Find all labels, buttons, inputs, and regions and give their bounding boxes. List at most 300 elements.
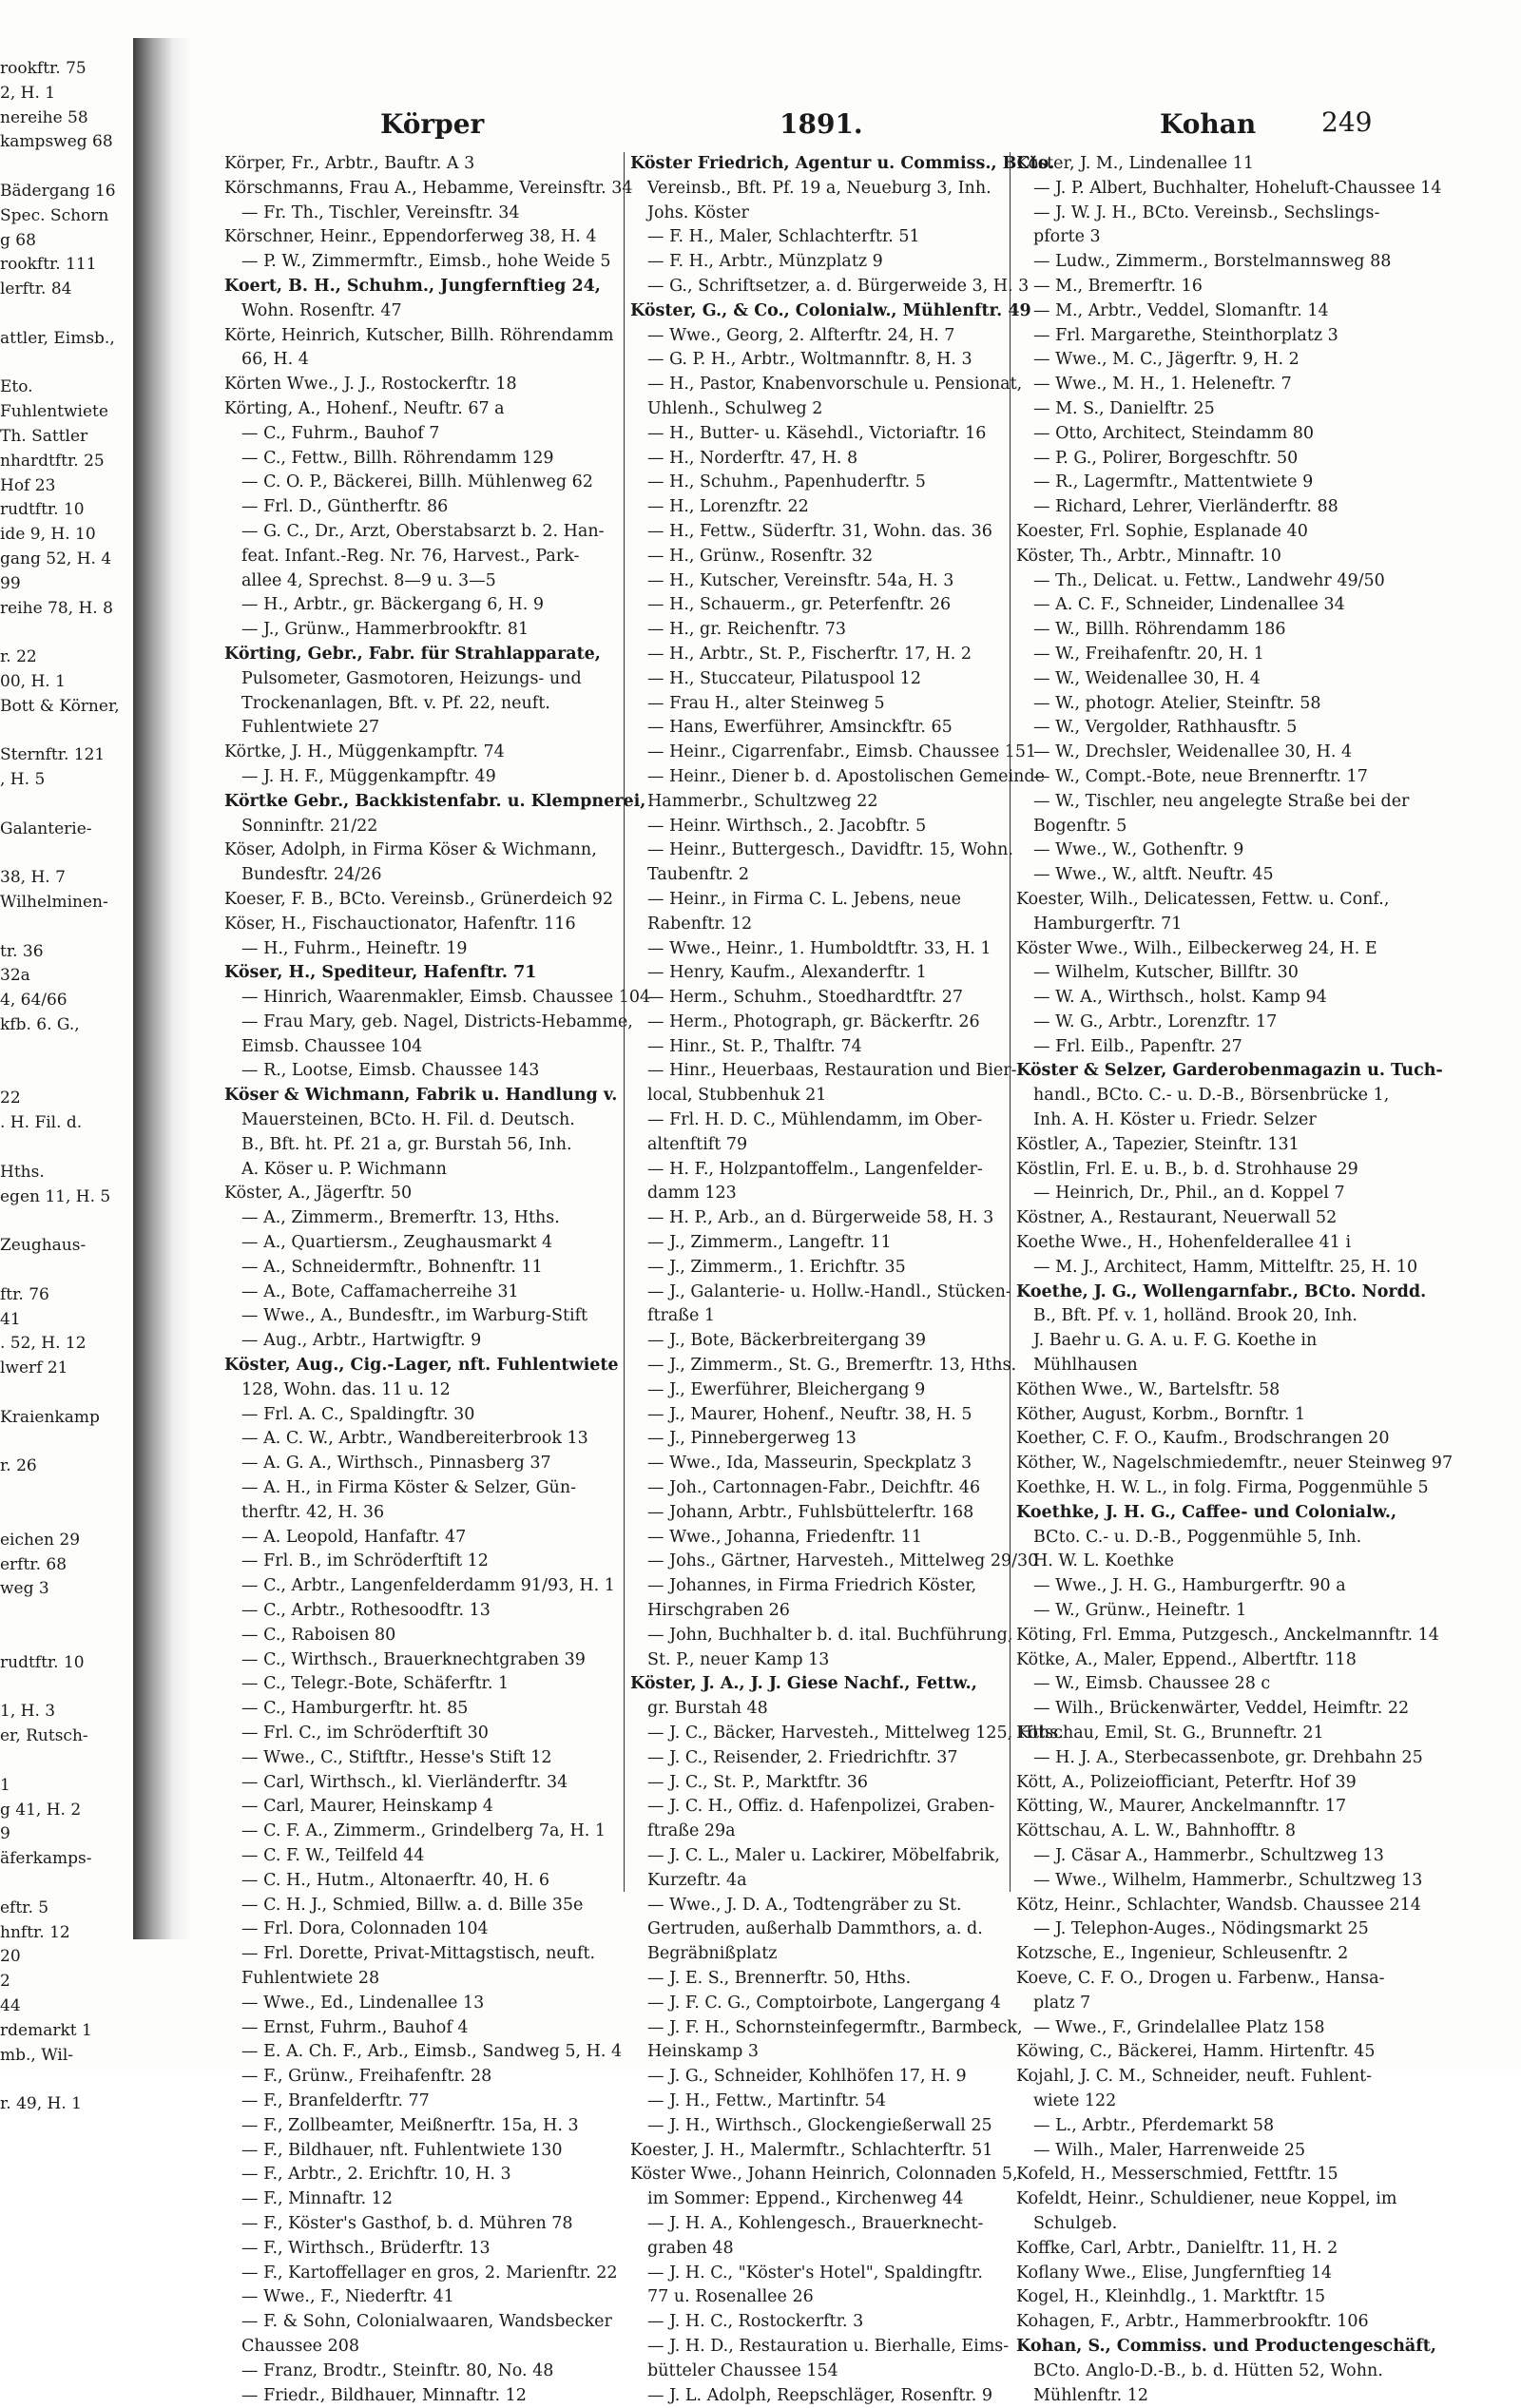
running-head [219,105,1407,146]
directory-entry-line: — F., Zollbeamter, Meißnerftr. 15a, H. 3 [241,2115,579,2135]
directory-entry-line: — Carl, Wirthsch., kl. Vierländerftr. 34 [241,1772,568,1792]
directory-entry-line: — Wwe., Heinr., 1. Humboldtftr. 33, H. 1 [647,938,992,958]
directory-entry-line: — M. J., Architect, Hamm, Mittelftr. 25, H. 10 [1033,1257,1418,1277]
directory-entry-line: Körte, Heinrich, Kutscher, Billh. Röhrendamm [224,325,614,345]
directory-entry-line: Köser, H., Fischauctionator, Hafenftr. 116 [224,914,576,934]
fragment-line: Fuhlentwiete [0,402,108,422]
directory-entry-line: Koethe Wwe., H., Hohenfelderallee 41 i [1016,1233,1352,1253]
directory-entry-line: — Franz, Brodtr., Steinftr. 80, No. 48 [241,2360,554,2380]
directory-entry-line: — C., Fettw., Billh. Röhrendamm 129 [241,448,554,468]
directory-entry-line: — J. H., Wirthsch., Glockengießerwall 25 [647,2115,992,2135]
directory-entry-line: — Friedr., Bildhauer, Minnaftr. 12 [241,2385,527,2405]
directory-entry-line: Kötz, Heinr., Schlachter, Wandsb. Chaussee 214 [1016,1895,1421,1915]
fragment-line [0,621,143,645]
directory-entry-line: — R., Lagermftr., Mattentwiete 9 [1033,472,1314,492]
directory-entry-line: — Heinrich, Dr., Phil., an d. Koppel 7 [1033,1184,1345,1204]
directory-entry-line: Kurzeftr. 4a [647,1870,747,1890]
fragment-line [0,915,143,940]
fragment-line [0,302,143,327]
fragment-line: rudtftr. 10 [0,1652,85,1672]
fragment-line: attler, Eimsb., [0,328,115,348]
directory-entry-line: Vereinsb., Bft. Pf. 19 a, Neueburg 3, Inh. [647,178,992,198]
directory-entry-line: — H., Lorenzftr. 22 [647,497,809,517]
fragment-line: r. 49, H. 1 [0,2094,82,2114]
directory-entry-line: — W., photogr. Atelier, Steinftr. 58 [1033,693,1321,713]
fragment-line [0,1627,143,1651]
directory-entry-line: Koester, Frl. Sophie, Esplanade 40 [1016,521,1308,541]
directory-entry-line: — W., Grünw., Heineftr. 1 [1033,1601,1247,1621]
directory-entry-line: — H., Fettw., Süderftr. 31, Wohn. das. 36 [647,521,992,541]
fragment-line [0,1038,143,1063]
directory-entry-line: — Heinr., Buttergesch., Davidftr. 15, Wohn. [647,840,1013,860]
directory-entry-line: handl., BCto. C.- u. D.-B., Börsenbrücke 1, [1033,1086,1390,1106]
fragment-line [0,842,143,867]
fragment-line: g 41, H. 2 [0,1800,82,1820]
directory-entry-line: feat. Infant.-Reg. Nr. 76, Harvest., Park- [241,546,580,566]
directory-entry-line: — W., Weidenallee 30, H. 4 [1033,668,1261,688]
directory-entry-line: Schulgeb. [1033,2213,1118,2233]
directory-entry-line: — Henry, Kaufm., Alexanderftr. 1 [647,963,927,983]
directory-entry-line: — Hinrich, Waarenmakler, Eimsb. Chaussee 104 [241,988,651,1008]
fragment-line: lwerf 21 [0,1358,68,1378]
directory-entry-line: — Wwe., M. C., Jägerftr. 9, H. 2 [1033,350,1300,370]
fragment-line: egen 11, H. 5 [0,1186,111,1206]
directory-entry-line: — Joh., Cartonnagen-Fabr., Deichftr. 46 [647,1478,981,1498]
fragment-line: 41 [0,1309,21,1329]
directory-entry-line: — H., Fuhrm., Heineftr. 19 [241,938,468,958]
directory-entry-line: — Ludw., Zimmerm., Borstelmannsweg 88 [1033,252,1392,272]
directory-entry-line: Köwing, C., Bäckerei, Hamm. Hirtenftr. 45 [1016,2042,1376,2062]
directory-entry-line: — E. A. Ch. F., Arb., Eimsb., Sandweg 5, H. 4 [241,2042,623,2062]
directory-entry-line: — H., Norderftr. 47, H. 8 [647,448,858,468]
fragment-line: 99 [0,573,21,593]
directory-entry-line: — Hinr., St. P., Thalftr. 74 [647,1036,862,1056]
fragment-line [0,1063,143,1088]
directory-entry-line: Trockenanlagen, Bft. v. Pf. 22, neuft. [241,693,550,713]
directory-entry-line: — C. H., Hutm., Altonaerftr. 40, H. 6 [241,1870,549,1890]
directory-entry-line: B., Bft. ht. Pf. 21 a, gr. Burstah 56, Inh. [241,1134,572,1154]
fragment-line: 9 [0,1824,10,1844]
fragment-line: r. 22 [0,647,37,667]
directory-entry-line: — Wwe., W., altft. Neuftr. 45 [1033,865,1274,885]
directory-entry-line: Köster, Aug., Cig.-Lager, nft. Fuhlentwiete [224,1356,619,1376]
directory-entry-line: Körschmanns, Frau A., Hebamme, Vereinsftr. 34 [224,178,633,198]
directory-entry-line: — Otto, Architect, Steindamm 80 [1033,423,1315,443]
directory-entry-line: — C., Telegr.-Bote, Schäferftr. 1 [241,1674,510,1694]
directory-entry-line: — J. P. Albert, Buchhalter, Hoheluft-Chaussee 14 [1033,178,1442,198]
directory-page [219,105,1454,2405]
directory-entry-line: — C. F. A., Zimmerm., Grindelberg 7a, H. 1 [241,1821,606,1841]
directory-entry-line: graben 48 [647,2238,734,2258]
directory-entry-line: — Wwe., A., Bundesftr., im Warburg-Stift [241,1306,588,1326]
directory-entry-line: — J. Telephon-Auges., Nödingsmarkt 25 [1033,1919,1369,1939]
directory-entry-line: Kohagen, F., Arbtr., Hammerbrookftr. 106 [1016,2312,1369,2332]
directory-entry-line: — A. C. F., Schneider, Lindenallee 34 [1033,595,1345,615]
directory-entry-line: Inh. A. H. Köster u. Friedr. Selzer [1033,1110,1317,1130]
directory-entry-line: — A., Bote, Caffamacherreihe 31 [241,1281,519,1301]
fragment-line [0,793,143,818]
directory-entry-line: Mühlenftr. 12 [1033,2385,1149,2405]
directory-entry-line: — J. H. C., Rostockerftr. 3 [647,2312,864,2332]
directory-entry-line: Körschner, Heinr., Eppendorferweg 38, H. 4 [224,227,597,247]
directory-entry-line: Koeve, C. F. O., Drogen u. Farbenw., Hansa- [1016,1968,1385,1988]
directory-entry-line: — P. G., Polirer, Borgeschftr. 50 [1033,448,1299,468]
directory-entry-line: Köting, Frl. Emma, Putzgesch., Anckelmannftr. 14 [1016,1625,1439,1645]
fragment-line [0,1602,143,1627]
fragment-line: 20 [0,1947,21,1967]
fragment-line: rdemarkt 1 [0,2020,92,2040]
directory-entry-line: — J. G., Schneider, Kohlhöfen 17, H. 9 [647,2067,967,2087]
fragment-line: eftr. 5 [0,1898,49,1917]
directory-entry-line: Köster, Th., Arbtr., Minnaftr. 10 [1016,546,1281,566]
fragment-line: hnftr. 12 [0,1922,70,1942]
directory-entry-line: — H. P., Arb., an d. Bürgerweide 58, H. 3 [647,1208,994,1228]
fragment-line: Spec. Schorn [0,205,109,225]
directory-entry-line: — Ernst, Fuhrm., Bauhof 4 [241,2017,469,2037]
directory-entry-line: — Richard, Lehrer, Vierländerftr. 88 [1033,497,1338,517]
directory-entry-line: — John, Buchhalter b. d. ital. Buchführung, [647,1625,1013,1645]
directory-entry-line: H. W. L. Koethke [1033,1551,1174,1571]
directory-entry-line: — Johs., Gärtner, Harvesteh., Mittelweg 29/30 [647,1551,1039,1571]
directory-entry-line: Köser, Adolph, in Firma Köser & Wichmann, [224,840,597,860]
fragment-line [0,1676,143,1701]
directory-entry-line: Mühlhausen [1033,1356,1138,1376]
directory-entry-line: ftraße 1 [647,1306,716,1326]
directory-entry-line: — L., Arbtr., Pferdemarkt 58 [1033,2115,1275,2135]
fragment-line: 22 [0,1088,21,1108]
fragment-line [0,1136,143,1161]
directory-entry-line: — W., Billh. Röhrendamm 186 [1033,620,1286,640]
directory-entry-line: — F. H., Maler, Schlachterftr. 51 [647,227,920,247]
directory-entry-line: — F. & Sohn, Colonialwaaren, Wandsbecker [241,2312,612,2332]
directory-entry-line: — C., Arbtr., Rothesoodftr. 13 [241,1601,491,1621]
directory-entry-line: — J. H., Fettw., Martinftr. 54 [647,2090,886,2110]
fragment-line: erftr. 68 [0,1554,67,1574]
directory-entry-line: Körting, Gebr., Fabr. für Strahlapparate, [224,644,601,664]
directory-entry-line: — Wilhelm, Kutscher, Billftr. 30 [1033,963,1299,983]
directory-entry-line: Köstler, A., Tapezier, Steinftr. 131 [1016,1134,1300,1154]
directory-entry-line: — Wilh., Brückenwärter, Veddel, Heimftr. 22 [1033,1699,1410,1719]
fragment-line: Zeughaus- [0,1236,87,1256]
directory-entry-line: ftraße 29a [647,1821,736,1841]
fragment-line: g 68 [0,230,36,250]
directory-entry-line: Kötting, W., Maurer, Anckelmannftr. 17 [1016,1797,1347,1817]
directory-entry-line: — J. F. H., Schornsteinfegermftr., Barmbeck, [647,2017,1023,2037]
directory-entry-line: Kötschau, Emil, St. G., Brunneftr. 21 [1016,1724,1324,1743]
directory-entry-line: — C. O. P., Bäckerei, Billh. Mühlenweg 62 [241,472,593,492]
directory-entry-line: J. Baehr u. G. A. u. F. G. Koethe in [1033,1331,1318,1351]
directory-entry-line: Gertruden, außerhalb Dammthors, a. d. [647,1919,983,1939]
directory-entry-line: — J. C., Bäcker, Harvesteh., Mittelweg 125, Hths. [647,1724,1064,1743]
directory-entry-line: — H., Butter- u. Käsehdl., Victoriaftr. 16 [647,423,987,443]
directory-entry-line: — Aug., Arbtr., Hartwigftr. 9 [241,1331,482,1351]
directory-entry-line: — F., Köster's Gasthof, b. d. Mühren 78 [241,2213,573,2233]
directory-entry-line: Kohan, S., Commiss. und Productengeschäft, [1016,2336,1436,2356]
directory-entry-line: — A., Zimmerm., Bremerftr. 13, Hths. [241,1208,560,1228]
fragment-line: 32a [0,966,30,986]
directory-entry-line: Bogenftr. 5 [1033,816,1127,836]
directory-entry-line: — G. C., Dr., Arzt, Oberstabsarzt b. 2. Han- [241,521,605,541]
directory-entry-line: — J., Zimmerm., St. G., Bremerftr. 13, Hths. [647,1356,1017,1376]
directory-entry-line: Hirschgraben 26 [647,1601,790,1621]
directory-entry-line: — F., Arbtr., 2. Erichftr. 10, H. 3 [241,2165,511,2185]
directory-entry-line: — J., Pinnebergerweg 13 [647,1429,857,1449]
fragment-line: 4, 64/66 [0,991,67,1011]
directory-entry-line: — J. C. L., Maler u. Lackirer, Möbelfabrik, [647,1845,1000,1865]
fragment-line [0,1749,143,1774]
directory-entry-line: — Heinr., Cigarrenfabr., Eimsb. Chaussee 151 [647,742,1037,762]
directory-entry-line: — J., Zimmerm., 1. Erichftr. 35 [647,1257,906,1277]
directory-entry-line: — Frl. Margarethe, Steinthorplatz 3 [1033,325,1338,345]
fragment-line [0,2068,143,2092]
directory-entry-line: — J., Zimmerm., Langeftr. 11 [647,1233,892,1253]
directory-entry-line: Koethe, J. G., Wollengarnfabr., BCto. Nordd. [1016,1281,1427,1301]
fragment-line: mb., Wil- [0,2045,74,2065]
directory-entry-line: Pulsometer, Gasmotoren, Heizungs- und [241,668,582,688]
directory-entry-line: Begräbnißplatz [647,1944,778,1964]
directory-entry-line: 66, H. 4 [241,350,309,370]
directory-entry-line: — Wwe., J. H. G., Hamburgerftr. 90 a [1033,1576,1346,1596]
directory-entry-line: — H., Schauerm., gr. Peterfenftr. 26 [647,595,952,615]
directory-entry-line: — J. C., St. P., Marktftr. 36 [647,1772,869,1792]
directory-entry-line: Köstlin, Frl. E. u. B., b. d. Strohhause 29 [1016,1159,1358,1179]
directory-entry-line: — Fr. Th., Tischler, Vereinsftr. 34 [241,202,520,222]
directory-entry-line: — C. H. J., Schmied, Billw. a. d. Bille 35e [241,1895,584,1915]
directory-entry-line: Köther, W., Nagelschmiedemftr., neuer Steinweg 97 [1016,1454,1454,1474]
directory-entry-line: — R., Lootse, Eimsb. Chaussee 143 [241,1061,540,1081]
directory-entry-line: — H., Schuhm., Papenhuderftr. 5 [647,472,926,492]
directory-entry-line: — C., Arbtr., Langenfelderdamm 91/93, H. 1 [241,1576,615,1596]
directory-entry-line: — Wwe., Wilhelm, Hammerbr., Schultzweg 13 [1033,1870,1423,1890]
directory-entry-line: Koether, C. F. O., Kaufm., Brodschrangen 20 [1016,1429,1390,1449]
directory-entry-line: Hamburgerftr. 71 [1033,914,1183,934]
directory-entry-line: Köser & Wichmann, Fabrik u. Handlung v. [224,1086,618,1106]
fragment-line: Wilhelminen- [0,893,108,913]
directory-entry-line: — H., Arbtr., St. P., Fischerftr. 17, H. 2 [647,644,972,664]
fragment-line: 2, H. 1 [0,83,56,103]
directory-entry-line: A. Köser u. P. Wichmann [241,1159,447,1179]
directory-entry-line: Köster Wwe., Wilh., Eilbeckerweg 24, H. E [1016,938,1377,958]
directory-entry-line: — C. F. W., Teilfeld 44 [241,1845,425,1865]
directory-column-3 [1010,152,1454,2405]
fragment-line: rudtftr. 10 [0,500,85,520]
directory-entry-line: — Hinr., Heuerbaas, Restauration und Bier- [647,1061,1017,1081]
directory-entry-line: — Wwe., Ida, Masseurin, Speckplatz 3 [647,1454,972,1474]
directory-entry-line: Uhlenh., Schulweg 2 [647,398,823,418]
directory-entry-line: — Johann, Arbtr., Fuhlsbüttelerftr. 168 [647,1502,974,1522]
fragment-line: . H. Fil. d. [0,1113,83,1133]
fragment-line [0,1381,143,1406]
directory-entry-line: — J. F. C. G., Comptoirbote, Langergang 4 [647,1993,1001,2013]
directory-entry-line: — Th., Delicat. u. Fettw., Landwehr 49/50 [1033,570,1385,590]
directory-entry-line: — F., Grünw., Freihafenftr. 28 [241,2067,492,2087]
directory-entry-line: — G. P. H., Arbtr., Woltmannftr. 8, H. 3 [647,350,972,370]
directory-entry-line: — J. L. Adolph, Reepschläger, Rosenftr. 9 [647,2385,992,2405]
fragment-line [0,1209,143,1234]
directory-entry-line: Köster, J. M., Lindenallee 11 [1016,154,1254,173]
fragment-line: Bädergang 16 [0,181,116,201]
directory-entry-line: im Sommer: Eppend., Kirchenweg 44 [647,2189,964,2209]
directory-entry-line: — Heinr., in Firma C. L. Jebens, neue [647,889,962,909]
directory-entry-line: — F., Branfelderftr. 77 [241,2090,430,2110]
fragment-line: Th. Sattler [0,426,88,446]
directory-entry-line: B., Bft. Pf. v. 1, holländ. Brook 20, Inh. [1033,1306,1357,1326]
fragment-line [0,1872,143,1897]
directory-entry-line: Koester, Wilh., Delicatessen, Fettw. u. Conf., [1016,889,1390,909]
directory-entry-line: — H., Stuccateur, Pilatuspool 12 [647,668,921,688]
directory-entry-line: — Frl. C., im Schröderftift 30 [241,1724,489,1743]
directory-entry-line: — W., Freihafenftr. 20, H. 1 [1033,644,1264,664]
fragment-line: kampsweg 68 [0,132,113,152]
directory-entry-line: — J., Bote, Bäckerbreitergang 39 [647,1331,926,1351]
fragment-line: ftr. 76 [0,1284,49,1304]
directory-entry-line: Köttschau, A. L. W., Bahnhofftr. 8 [1016,1821,1297,1841]
directory-entry-line: — W., Compt.-Bote, neue Brennerftr. 17 [1033,766,1368,786]
directory-entry-line: — Wwe., J. D. A., Todtengräber zu St. [647,1895,962,1915]
fragment-line: Kraienkamp [0,1407,100,1427]
directory-entry-line: — P. W., Zimmermftr., Eimsb., hohe Weide 5 [241,252,611,272]
directory-entry-line: Köser, H., Spediteur, Hafenftr. 71 [224,963,537,983]
fragment-line: Galanterie- [0,819,92,838]
fragment-line [0,1259,143,1283]
directory-entry-line: — J. H. A., Kohlengesch., Brauerknecht- [647,2213,984,2233]
directory-entry-line: — Wwe., C., Stiftftr., Hesse's Stift 12 [241,1747,552,1767]
directory-entry-line: — J., Galanterie- u. Hollw.-Handl., Stücken- [647,1281,1011,1301]
directory-entry-line: — Frl. Eilb., Papenftr. 27 [1033,1036,1242,1056]
directory-entry-line: Kofeldt, Heinr., Schuldiener, neue Koppel, im [1016,2189,1397,2209]
directory-entry-line: Wohn. Rosenftr. 47 [241,300,402,320]
directory-entry-line: Körting, A., Hohenf., Neuftr. 67 a [224,398,505,418]
fragment-line: Sternftr. 121 [0,745,106,765]
directory-entry-line: — A. C. W., Arbtr., Wandbereiterbrook 13 [241,1429,588,1449]
fragment-line: 44 [0,1995,21,2015]
directory-entry-line: Köster & Selzer, Garderobenmagazin u. Tuch- [1016,1061,1443,1081]
fragment-line: lerftr. 84 [0,279,72,299]
directory-entry-line: — W., Drechsler, Weidenallee 30, H. 4 [1033,742,1353,762]
directory-entry-line: — M., Bremerftr. 16 [1033,276,1203,296]
directory-entry-line: Eimsb. Chaussee 104 [241,1036,423,1056]
directory-entry-line: BCto. Anglo-D.-B., b. d. Hütten 52, Wohn. [1033,2360,1383,2380]
directory-entry-line: Köstner, A., Restaurant, Neuerwall 52 [1016,1208,1338,1228]
directory-entry-line: — G., Schriftsetzer, a. d. Bürgerweide 3, H. 3 [647,276,1030,296]
fragment-line [0,1504,143,1529]
directory-entry-line: — W. A., Wirthsch., holst. Kamp 94 [1033,988,1327,1008]
directory-entry-line: Köster Friedrich, Agentur u. Commiss., BCto. [630,154,1055,173]
fragment-line: Hths. [0,1162,45,1182]
fragment-line: eichen 29 [0,1530,81,1550]
head-last-entry: Kohan [1160,108,1257,140]
fragment-line: nereihe 58 [0,107,88,127]
fragment-line: Eto. [0,377,33,397]
directory-entry-line: — Johannes, in Firma Friedrich Köster, [647,1576,977,1596]
directory-entry-line: BCto. C.- u. D.-B., Poggenmühle 5, Inh. [1033,1527,1362,1547]
directory-entry-line: bütteler Chaussee 154 [647,2360,838,2380]
directory-entry-line: Chaussee 208 [241,2336,360,2356]
directory-entry-line: therftr. 42, H. 36 [241,1502,385,1522]
directory-entry-line: — A., Schneidermftr., Bohnenftr. 11 [241,1257,543,1277]
fragment-line [0,1431,143,1455]
directory-entry-line: 128, Wohn. das. 11 u. 12 [241,1379,451,1399]
directory-entry-line: Köthen Wwe., W., Bartelsftr. 58 [1016,1379,1280,1399]
directory-entry-line: — Frl. A. C., Spaldingftr. 30 [241,1404,475,1424]
directory-entry-line: — F., Wirthsch., Brüderftr. 13 [241,2238,491,2258]
directory-entry-line: — W., Eimsb. Chaussee 28 c [1033,1674,1271,1694]
fragment-line: gang 52, H. 4 [0,549,112,568]
directory-entry-line: — C., Hamburgerftr. ht. 85 [241,1699,469,1719]
directory-entry-line: — H., Pastor, Knabenvorschule u. Pensionat, [647,375,1023,395]
directory-entry-line: Körten Wwe., J. J., Rostockerftr. 18 [224,375,517,395]
directory-entry-line: — J., Grünw., Hammerbrookftr. 81 [241,620,529,640]
directory-entry-line: — J. E. S., Brennerftr. 50, Hths. [647,1968,912,1988]
directory-entry-line: Koethke, H. W. L., in folg. Firma, Poggenmühle 5 [1016,1478,1429,1498]
directory-entry-line: Taubenftr. 2 [647,865,750,885]
fragment-line: 2 [0,1972,10,1992]
directory-entry-line: — A., Quartiersm., Zeughausmarkt 4 [241,1233,553,1253]
directory-entry-line: — Wwe., W., Gothenftr. 9 [1033,840,1244,860]
directory-entry-line: — J. W. J. H., BCto. Vereinsb., Sechslings- [1033,202,1380,222]
directory-entry-line: Kötke, A., Maler, Eppend., Albertftr. 118 [1016,1649,1357,1669]
directory-entry-line: — Wwe., Ed., Lindenallee 13 [241,1993,485,2013]
directory-entry-line: — W., Tischler, neu angelegte Straße bei der [1033,791,1410,811]
fragment-line: äferkamps- [0,1849,92,1869]
fragment-line: Bott & Körner, [0,696,120,716]
fragment-line [0,155,143,180]
directory-entry-line: Köster, J. A., J. J. Giese Nachf., Fettw., [630,1674,977,1694]
directory-entry-line: Mauersteinen, BCto. H. Fil. d. Deutsch. [241,1110,575,1130]
directory-entry-line: pforte 3 [1033,227,1101,247]
head-year: 1891. [780,108,863,140]
directory-entry-line: — C., Wirthsch., Brauerknechtgraben 39 [241,1649,586,1669]
directory-entry-line: — Heinr. Wirthsch., 2. Jacobftr. 5 [647,816,927,836]
directory-entry-line: Sonninftr. 21/22 [241,816,378,836]
directory-entry-line: — Wwe., F., Niederftr. 41 [241,2287,454,2307]
directory-entry-line: Körper, Fr., Arbtr., Bauftr. A 3 [224,154,475,173]
directory-entry-line: wiete 122 [1033,2090,1117,2110]
directory-entry-line: — J., Ewerführer, Bleichergang 9 [647,1379,926,1399]
directory-entry-line: — A. G. A., Wirthsch., Pinnasberg 37 [241,1454,551,1474]
directory-entry-line: Kojahl, J. C. M., Schneider, neuft. Fuhlent- [1016,2067,1373,2087]
directory-entry-line: — A. H., in Firma Köster & Selzer, Gün- [241,1478,576,1498]
directory-entry-line: — Wwe., F., Grindelallee Platz 158 [1033,2017,1325,2037]
directory-entry-line: — Frau H., alter Steinweg 5 [647,693,885,713]
page-number: 249 [1321,106,1373,138]
previous-page-fragment [0,57,143,2114]
directory-entry-line: — H., gr. Reichenftr. 73 [647,620,846,640]
directory-entry-line: St. P., neuer Kamp 13 [647,1649,830,1669]
directory-entry-line: Koflany Wwe., Elise, Jungfernftieg 14 [1016,2263,1333,2283]
directory-entry-line: — W. G., Arbtr., Lorenzftr. 17 [1033,1011,1278,1031]
directory-entry-line: — J. H. C., "Köster's Hotel", Spaldingftr. [647,2263,983,2283]
directory-entry-line: — H., Arbtr., gr. Bäckergang 6, H. 9 [241,595,545,615]
directory-entry-line: — J. H. D., Restauration u. Bierhalle, Eims- [647,2336,1010,2356]
directory-entry-line: — Frl. Dorette, Privat-Mittagstisch, neuft. [241,1944,596,1964]
directory-entry-line: — J. C. H., Offiz. d. Hafenpolizei, Graben- [647,1797,995,1817]
directory-entry-line: — J., Maurer, Hohenf., Neuftr. 38, H. 5 [647,1404,972,1424]
directory-entry-line: Kogel, H., Kleinhdlg., 1. Marktftr. 15 [1016,2287,1326,2307]
directory-column-1 [224,152,651,2405]
directory-entry-line: — H., Grünw., Rosenftr. 32 [647,546,874,566]
directory-entry-line: — M., Arbtr., Veddel, Slomanftr. 14 [1033,300,1329,320]
directory-entry-line: — Hans, Ewerführer, Amsinckftr. 65 [647,718,953,738]
directory-entry-line: — J. H. F., Müggenkampftr. 49 [241,766,496,786]
fragment-line [0,720,143,744]
fragment-line: rookftr. 75 [0,59,87,78]
directory-entry-line: — Wilh., Maler, Harrenweide 25 [1033,2140,1306,2160]
directory-entry-line: Köther, August, Korbm., Bornftr. 1 [1016,1404,1306,1424]
directory-entry-line: — J. Cäsar A., Hammerbr., Schultzweg 13 [1033,1845,1384,1865]
directory-entry-line: — Frl. Dora, Colonnaden 104 [241,1919,489,1939]
directory-entry-line: Köster, G., & Co., Colonialw., Mühlenftr. 49 [630,300,1031,320]
